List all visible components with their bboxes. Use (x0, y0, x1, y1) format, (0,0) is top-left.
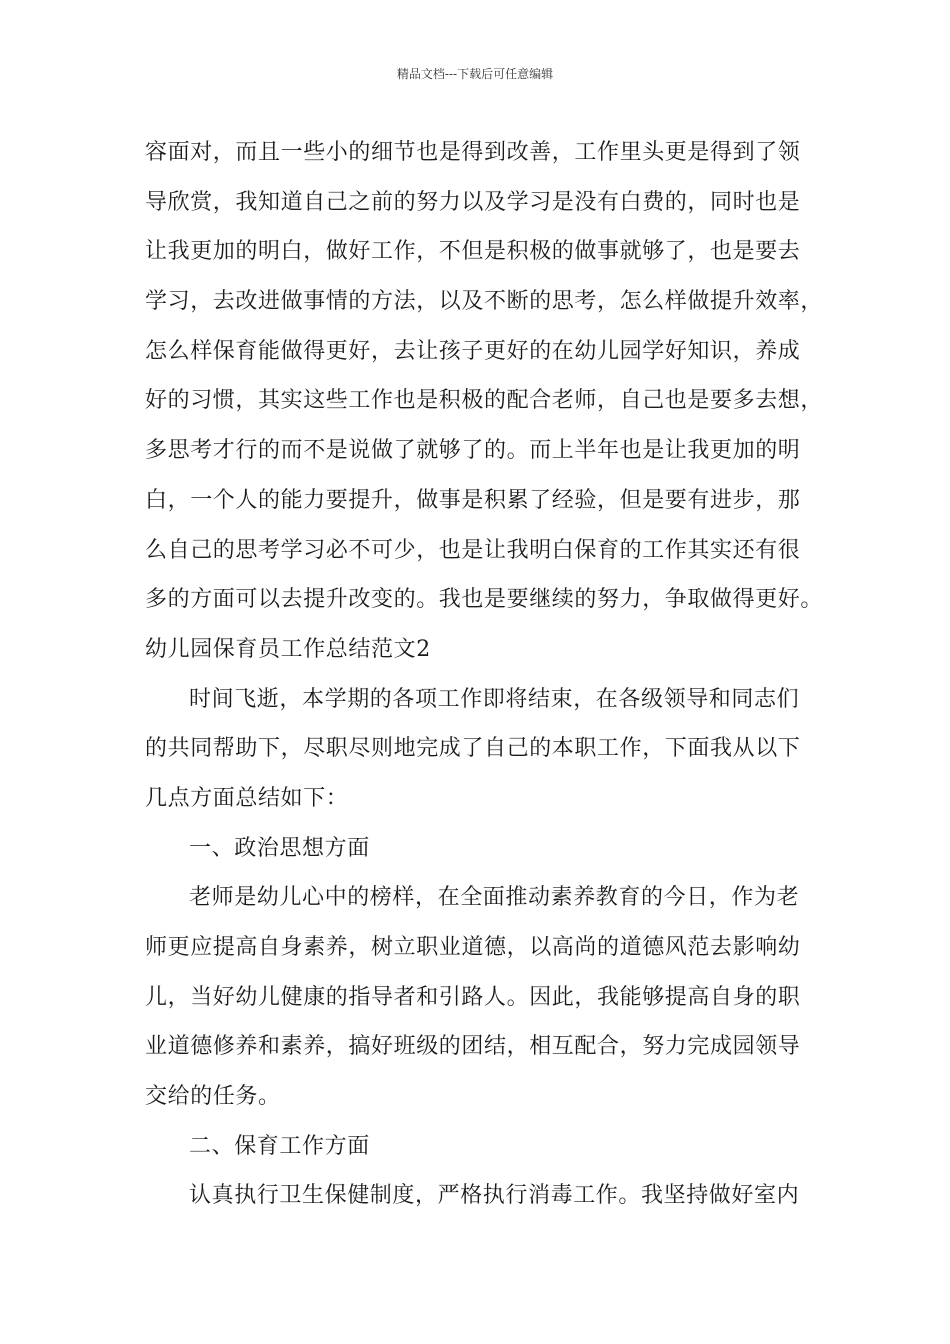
text-line: 白，一个人的能力要提升，做事是积累了经验，但是要有进步，那 (145, 487, 801, 513)
page-header: 精品文档---下载后可任意编辑 (396, 67, 554, 81)
text-line: 业道德修养和素养，搞好班级的团结，相互配合，努力完成园领导 (145, 1034, 801, 1060)
text-line: 多思考才行的而不是说做了就够了的。而上半年也是让我更加的明 (145, 438, 801, 464)
text-line: 几点方面总结如下： (145, 785, 349, 811)
text-line: 的共同帮助下，尽职尽则地完成了自己的本职工作，下面我从以下 (145, 736, 801, 762)
paragraph-start: 时间飞逝，本学期的各项工作即将结束，在各级领导和同志们 (189, 686, 800, 712)
text-line: 学习，去改进做事情的方法，以及不断的思考，怎么样做提升效率， (145, 289, 824, 315)
text-line: 导欣赏，我知道自己之前的努力以及学习是没有白费的，同时也是 (145, 189, 801, 215)
document-body (145, 128, 825, 1221)
text-line: 多的方面可以去提升改变的。我也是要继续的努力，争取做得更好。 (145, 587, 824, 613)
text-line: 么自己的思考学习必不可少，也是让我明白保育的工作其实还有很 (145, 537, 801, 563)
text-line: 容面对，而且一些小的细节也是得到改善，工作里头更是得到了领 (145, 140, 801, 165)
paragraph-start: 认真执行卫生保健制度，严格执行消毒工作。我坚持做好室内 (189, 1183, 800, 1209)
text-line: 师更应提高自身素养，树立职业道德，以高尚的道德风范去影响幼 (145, 935, 801, 960)
text-line: 让我更加的明白，做好工作，不但是积极的做事就够了，也是要去 (145, 239, 801, 265)
subheading-care-work: 二、保育工作方面 (189, 1133, 370, 1159)
text-line: 儿，当好幼儿健康的指导者和引路人。因此，我能够提高自身的职 (145, 984, 801, 1010)
section-title: 幼儿园保育员工作总结范文2 (145, 636, 431, 662)
text-line: 交给的任务。 (145, 1084, 281, 1110)
subheading-political: 一、政治思想方面 (189, 835, 370, 861)
text-line: 怎么样保育能做得更好，去让孩子更好的在幼儿园学好知识，养成 (145, 338, 801, 364)
text-line: 好的习惯，其实这些工作也是积极的配合老师，自己也是要多去想， (145, 388, 824, 414)
paragraph-start: 老师是幼儿心中的榜样，在全面推动素养教育的今日，作为老 (189, 885, 800, 911)
